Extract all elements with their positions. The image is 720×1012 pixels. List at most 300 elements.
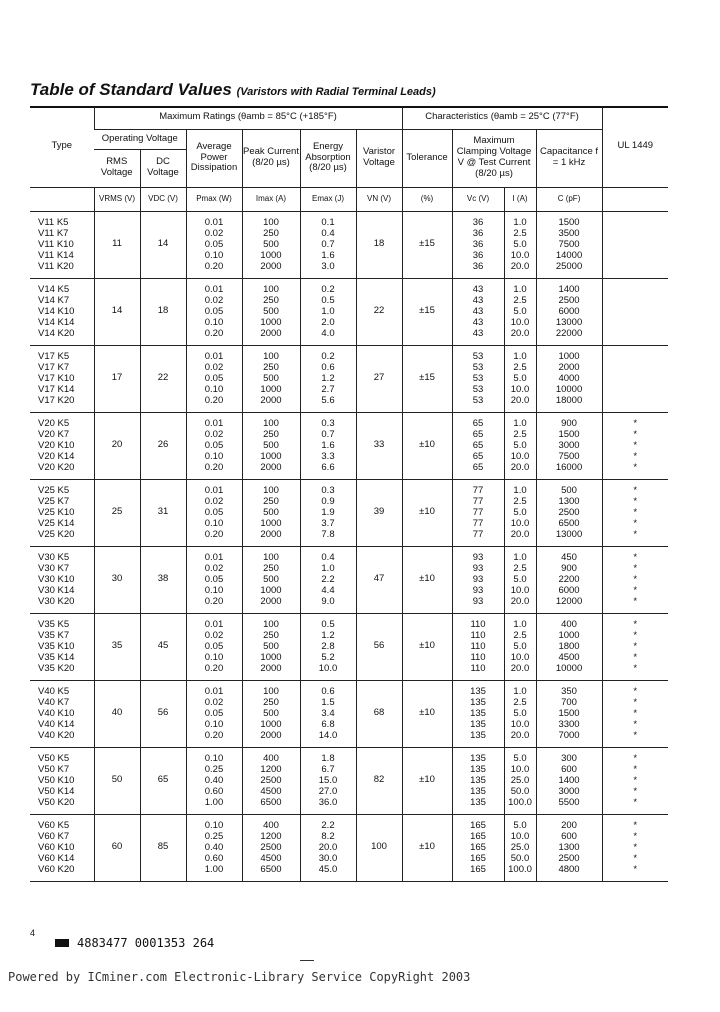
c-value: 600 <box>561 764 577 775</box>
cell-ul <box>602 546 668 613</box>
c-value: 22000 <box>555 328 583 339</box>
c-value: 1300 <box>558 496 580 507</box>
current-value: 250 <box>263 630 279 641</box>
cell-i <box>504 546 536 613</box>
vc-value: 65 <box>472 440 484 451</box>
type-value: V14 K20 <box>38 328 75 339</box>
energy-value: 5.6 <box>321 395 335 406</box>
i-value: 5.0 <box>513 373 527 384</box>
c-value: 14000 <box>555 250 583 261</box>
vc-value: 65 <box>472 451 484 462</box>
type-value: V14 K10 <box>38 306 75 317</box>
ul-value: * <box>633 786 638 797</box>
cell-vc <box>452 278 504 345</box>
cell-tolerance: ±10 <box>402 613 452 680</box>
c-value: 450 <box>561 552 577 563</box>
type-value: V60 K14 <box>38 853 75 864</box>
energy-value: 9.0 <box>321 596 335 607</box>
i-value: 20.0 <box>510 663 530 674</box>
cell-vc <box>452 747 504 814</box>
ul-value: * <box>633 585 638 596</box>
unit-type <box>30 187 94 211</box>
current-value: 6500 <box>260 797 282 808</box>
vc-value: 110 <box>470 630 486 641</box>
barcode <box>55 936 214 950</box>
power-value: 0.10 <box>204 753 224 764</box>
c-value: 1400 <box>558 284 580 295</box>
cell-i <box>504 412 536 479</box>
cell-rms: 11 <box>94 211 140 278</box>
cell-vc <box>452 814 504 881</box>
vc-value: 77 <box>472 529 484 540</box>
energy-value: 7.8 <box>321 529 335 540</box>
header-characteristics: Characteristics (θamb = 25°C (77°F) <box>402 107 602 129</box>
current-value: 1000 <box>260 384 282 395</box>
ul-value: * <box>633 686 638 697</box>
current-value: 250 <box>263 496 279 507</box>
ul-value <box>603 250 669 261</box>
power-value: 0.05 <box>204 708 224 719</box>
cell-c <box>536 345 602 412</box>
power-value: 0.40 <box>204 842 224 853</box>
current-value: 1000 <box>260 585 282 596</box>
vc-value: 36 <box>472 228 484 239</box>
cell-vc <box>452 412 504 479</box>
cell-varistor: 22 <box>356 278 402 345</box>
cell-dc: 85 <box>140 814 186 881</box>
current-value: 1000 <box>260 719 282 730</box>
type-value: V25 K14 <box>38 518 75 529</box>
cell-energy <box>300 680 356 747</box>
type-value: V60 K20 <box>38 864 75 875</box>
cell-dc: 65 <box>140 747 186 814</box>
header-energy: Energy Absorption (8/20 µs) <box>300 129 356 187</box>
cell-rms: 30 <box>94 546 140 613</box>
cell-energy <box>300 278 356 345</box>
ul-value <box>603 317 669 328</box>
vc-value: 165 <box>470 820 486 831</box>
vc-value: 77 <box>472 496 484 507</box>
current-value: 2000 <box>260 596 282 607</box>
i-value: 2.5 <box>513 295 527 306</box>
type-value: V30 K7 <box>38 563 70 574</box>
i-value: 20.0 <box>510 328 530 339</box>
cell-tolerance: ±10 <box>402 546 452 613</box>
i-value: 5.0 <box>513 820 527 831</box>
c-value: 2200 <box>558 574 580 585</box>
cell-tolerance: ±15 <box>402 345 452 412</box>
energy-value: 0.7 <box>321 429 335 440</box>
ul-value: * <box>633 853 638 864</box>
ul-value <box>603 351 669 362</box>
i-value: 2.5 <box>513 697 527 708</box>
power-value: 0.10 <box>204 820 224 831</box>
energy-value: 1.8 <box>321 753 335 764</box>
current-value: 2500 <box>260 775 282 786</box>
header-capacitance: Capacitance f = 1 kHz <box>536 129 602 187</box>
energy-value: 20.0 <box>318 842 338 853</box>
ul-value: * <box>633 775 638 786</box>
cell-dc: 14 <box>140 211 186 278</box>
i-value: 20.0 <box>510 462 530 473</box>
i-value: 10.0 <box>510 831 530 842</box>
unit-tolerance: (%) <box>402 187 452 211</box>
i-value: 2.5 <box>513 429 527 440</box>
cell-type <box>30 814 94 881</box>
current-value: 1000 <box>260 317 282 328</box>
energy-value: 2.8 <box>321 641 335 652</box>
cell-i <box>504 747 536 814</box>
power-value: 0.02 <box>204 697 224 708</box>
current-value: 400 <box>263 753 279 764</box>
current-value: 2000 <box>260 529 282 540</box>
cell-c <box>536 613 602 680</box>
c-value: 400 <box>561 619 577 630</box>
type-value: V17 K5 <box>38 351 70 362</box>
power-value: 0.10 <box>204 652 224 663</box>
vc-value: 53 <box>472 351 484 362</box>
cell-varistor: 82 <box>356 747 402 814</box>
cell-tolerance: ±10 <box>402 680 452 747</box>
type-value: V14 K14 <box>38 317 75 328</box>
cell-i <box>504 345 536 412</box>
vc-value: 36 <box>472 261 484 272</box>
energy-value: 0.7 <box>321 239 335 250</box>
cell-dc: 22 <box>140 345 186 412</box>
vc-value: 93 <box>472 563 484 574</box>
vc-value: 110 <box>470 641 486 652</box>
ul-value <box>603 362 669 373</box>
type-value: V25 K7 <box>38 496 70 507</box>
vc-value: 43 <box>472 328 484 339</box>
power-value: 0.10 <box>204 250 224 261</box>
ul-value: * <box>633 529 638 540</box>
energy-value: 3.3 <box>321 451 335 462</box>
vc-value: 135 <box>470 797 486 808</box>
vc-value: 165 <box>470 831 486 842</box>
energy-value: 3.7 <box>321 518 335 529</box>
power-value: 0.20 <box>204 328 224 339</box>
current-value: 1000 <box>260 652 282 663</box>
c-value: 1800 <box>558 641 580 652</box>
vc-value: 110 <box>470 663 486 674</box>
cell-type <box>30 412 94 479</box>
type-value: V17 K7 <box>38 362 70 373</box>
i-value: 20.0 <box>510 596 530 607</box>
cell-vc <box>452 546 504 613</box>
header-operating-voltage: Operating Voltage <box>94 129 186 149</box>
c-value: 4500 <box>558 652 580 663</box>
cell-tolerance: ±10 <box>402 412 452 479</box>
c-value: 600 <box>561 831 577 842</box>
power-value: 1.00 <box>204 797 224 808</box>
vc-value: 53 <box>472 373 484 384</box>
current-value: 2000 <box>260 261 282 272</box>
cell-vc <box>452 479 504 546</box>
cell-tolerance: ±15 <box>402 278 452 345</box>
cell-vc <box>452 211 504 278</box>
type-value: V30 K14 <box>38 585 75 596</box>
current-value: 250 <box>263 362 279 373</box>
i-value: 10.0 <box>510 317 530 328</box>
energy-value: 3.0 <box>321 261 335 272</box>
cell-type <box>30 680 94 747</box>
cell-i <box>504 479 536 546</box>
cell-type <box>30 747 94 814</box>
unit-dc: VDC (V) <box>140 187 186 211</box>
current-value: 2000 <box>260 328 282 339</box>
power-value: 0.20 <box>204 663 224 674</box>
i-value: 50.0 <box>510 786 530 797</box>
i-value: 20.0 <box>510 395 530 406</box>
energy-value: 1.0 <box>321 563 335 574</box>
type-value: V11 K10 <box>38 239 74 250</box>
ul-value: * <box>633 518 638 529</box>
power-value: 0.10 <box>204 585 224 596</box>
cell-varistor: 68 <box>356 680 402 747</box>
i-value: 1.0 <box>513 351 527 362</box>
power-value: 1.00 <box>204 864 224 875</box>
current-value: 2000 <box>260 663 282 674</box>
energy-value: 45.0 <box>318 864 338 875</box>
cell-power <box>186 479 242 546</box>
footer-copyright: Powered by ICminer.com Electronic-Library Service CopyRight 2003 <box>8 970 471 984</box>
dash-mark <box>300 960 314 961</box>
type-value: V60 K10 <box>38 842 75 853</box>
c-value: 4800 <box>558 864 580 875</box>
current-value: 100 <box>263 418 279 429</box>
current-value: 2000 <box>260 395 282 406</box>
header-type: Type <box>30 107 94 187</box>
cell-energy <box>300 345 356 412</box>
vc-value: 93 <box>472 574 484 585</box>
type-value: V40 K20 <box>38 730 75 741</box>
ul-value: * <box>633 462 638 473</box>
i-value: 2.5 <box>513 362 527 373</box>
vc-value: 77 <box>472 518 484 529</box>
c-value: 5500 <box>558 797 580 808</box>
cell-tolerance: ±15 <box>402 211 452 278</box>
vc-value: 65 <box>472 429 484 440</box>
header-tolerance: Tolerance <box>402 129 452 187</box>
ul-value <box>603 395 669 406</box>
vc-value: 135 <box>470 708 486 719</box>
cell-power <box>186 412 242 479</box>
power-value: 0.20 <box>204 462 224 473</box>
table-body <box>30 211 668 881</box>
type-value: V50 K5 <box>38 753 70 764</box>
current-value: 1000 <box>260 518 282 529</box>
i-value: 5.0 <box>513 440 527 451</box>
power-value: 0.20 <box>204 730 224 741</box>
current-value: 500 <box>263 373 279 384</box>
type-value: V14 K5 <box>38 284 70 295</box>
vc-value: 77 <box>472 507 484 518</box>
table-row <box>30 814 668 881</box>
ul-value: * <box>633 641 638 652</box>
cell-energy <box>300 412 356 479</box>
cell-ul <box>602 680 668 747</box>
i-value: 5.0 <box>513 306 527 317</box>
ul-value: * <box>633 708 638 719</box>
cell-type <box>30 546 94 613</box>
unit-c: C (pF) <box>536 187 602 211</box>
c-value: 16000 <box>555 462 583 473</box>
cell-tolerance: ±10 <box>402 479 452 546</box>
ul-value <box>603 328 669 339</box>
c-value: 350 <box>561 686 577 697</box>
energy-value: 0.5 <box>321 619 335 630</box>
energy-value: 6.6 <box>321 462 335 473</box>
power-value: 0.05 <box>204 373 224 384</box>
vc-value: 135 <box>470 686 486 697</box>
power-value: 0.10 <box>204 518 224 529</box>
current-value: 2000 <box>260 462 282 473</box>
type-value: V17 K20 <box>38 395 75 406</box>
c-value: 1500 <box>558 708 580 719</box>
energy-value: 8.2 <box>321 831 335 842</box>
energy-value: 1.2 <box>321 630 335 641</box>
power-value: 0.05 <box>204 239 224 250</box>
vc-value: 135 <box>470 753 486 764</box>
current-value: 250 <box>263 228 279 239</box>
vc-value: 36 <box>472 239 484 250</box>
vc-value: 135 <box>470 786 486 797</box>
cell-c <box>536 278 602 345</box>
c-value: 7500 <box>558 451 580 462</box>
type-value: V40 K10 <box>38 708 75 719</box>
cell-varistor: 39 <box>356 479 402 546</box>
ul-value: * <box>633 563 638 574</box>
i-value: 10.0 <box>510 585 530 596</box>
current-value: 250 <box>263 429 279 440</box>
cell-power <box>186 278 242 345</box>
current-value: 100 <box>263 485 279 496</box>
cell-rms: 50 <box>94 747 140 814</box>
type-value: V25 K10 <box>38 507 75 518</box>
cell-type <box>30 211 94 278</box>
header-peak-current: Peak Current (8/20 µs) <box>242 129 300 187</box>
i-value: 20.0 <box>510 261 530 272</box>
unit-current: Imax (A) <box>242 187 300 211</box>
c-value: 3300 <box>558 719 580 730</box>
unit-i: I (A) <box>504 187 536 211</box>
cell-energy <box>300 814 356 881</box>
energy-value: 1.6 <box>321 250 335 261</box>
c-value: 1000 <box>558 351 580 362</box>
ul-value: * <box>633 440 638 451</box>
power-value: 0.02 <box>204 295 224 306</box>
cell-dc: 38 <box>140 546 186 613</box>
power-value: 0.60 <box>204 786 224 797</box>
ul-value <box>603 306 669 317</box>
c-value: 2000 <box>558 362 580 373</box>
cell-rms: 35 <box>94 613 140 680</box>
energy-value: 6.8 <box>321 719 335 730</box>
power-value: 0.25 <box>204 764 224 775</box>
cell-c <box>536 680 602 747</box>
vc-value: 165 <box>470 842 486 853</box>
header-ul: UL 1449 <box>602 107 668 187</box>
cell-dc: 26 <box>140 412 186 479</box>
cell-tolerance: ±10 <box>402 814 452 881</box>
energy-value: 4.0 <box>321 328 335 339</box>
type-value: V35 K7 <box>38 630 70 641</box>
energy-value: 0.4 <box>321 552 335 563</box>
cell-i <box>504 278 536 345</box>
c-value: 13000 <box>555 317 583 328</box>
cell-vc <box>452 345 504 412</box>
i-value: 100.0 <box>508 864 532 875</box>
c-value: 1300 <box>558 842 580 853</box>
power-value: 0.05 <box>204 574 224 585</box>
current-value: 250 <box>263 697 279 708</box>
cell-power <box>186 814 242 881</box>
cell-dc: 56 <box>140 680 186 747</box>
energy-value: 0.6 <box>321 686 335 697</box>
energy-value: 0.2 <box>321 284 335 295</box>
i-value: 1.0 <box>513 217 527 228</box>
vc-value: 165 <box>470 853 486 864</box>
cell-power <box>186 345 242 412</box>
ul-value <box>603 239 669 250</box>
unit-energy: Emax (J) <box>300 187 356 211</box>
i-value: 1.0 <box>513 686 527 697</box>
cell-ul <box>602 412 668 479</box>
i-value: 10.0 <box>510 250 530 261</box>
energy-value: 2.7 <box>321 384 335 395</box>
energy-value: 5.2 <box>321 652 335 663</box>
i-value: 20.0 <box>510 730 530 741</box>
ul-value: * <box>633 619 638 630</box>
cell-power <box>186 211 242 278</box>
type-value: V40 K7 <box>38 697 70 708</box>
energy-value: 0.4 <box>321 228 335 239</box>
energy-value: 0.5 <box>321 295 335 306</box>
c-value: 2500 <box>558 507 580 518</box>
ul-value <box>603 217 669 228</box>
power-value: 0.02 <box>204 563 224 574</box>
c-value: 25000 <box>555 261 583 272</box>
cell-dc: 31 <box>140 479 186 546</box>
cell-type <box>30 345 94 412</box>
i-value: 5.0 <box>513 708 527 719</box>
document-title <box>30 80 436 100</box>
i-value: 10.0 <box>510 518 530 529</box>
type-value: V30 K20 <box>38 596 75 607</box>
ul-value: * <box>633 831 638 842</box>
energy-value: 36.0 <box>318 797 338 808</box>
cell-vc <box>452 680 504 747</box>
ul-value: * <box>633 451 638 462</box>
c-value: 3000 <box>558 786 580 797</box>
cell-c <box>536 747 602 814</box>
current-value: 6500 <box>260 864 282 875</box>
table-row <box>30 479 668 546</box>
vc-value: 43 <box>472 306 484 317</box>
cell-ul <box>602 613 668 680</box>
energy-value: 1.0 <box>321 306 335 317</box>
type-value: V30 K5 <box>38 552 70 563</box>
energy-value: 1.6 <box>321 440 335 451</box>
i-value: 5.0 <box>513 574 527 585</box>
cell-ul <box>602 747 668 814</box>
cell-energy <box>300 479 356 546</box>
type-value: V60 K5 <box>38 820 70 831</box>
ul-value: * <box>633 507 638 518</box>
vc-value: 165 <box>470 864 486 875</box>
energy-value: 0.9 <box>321 496 335 507</box>
